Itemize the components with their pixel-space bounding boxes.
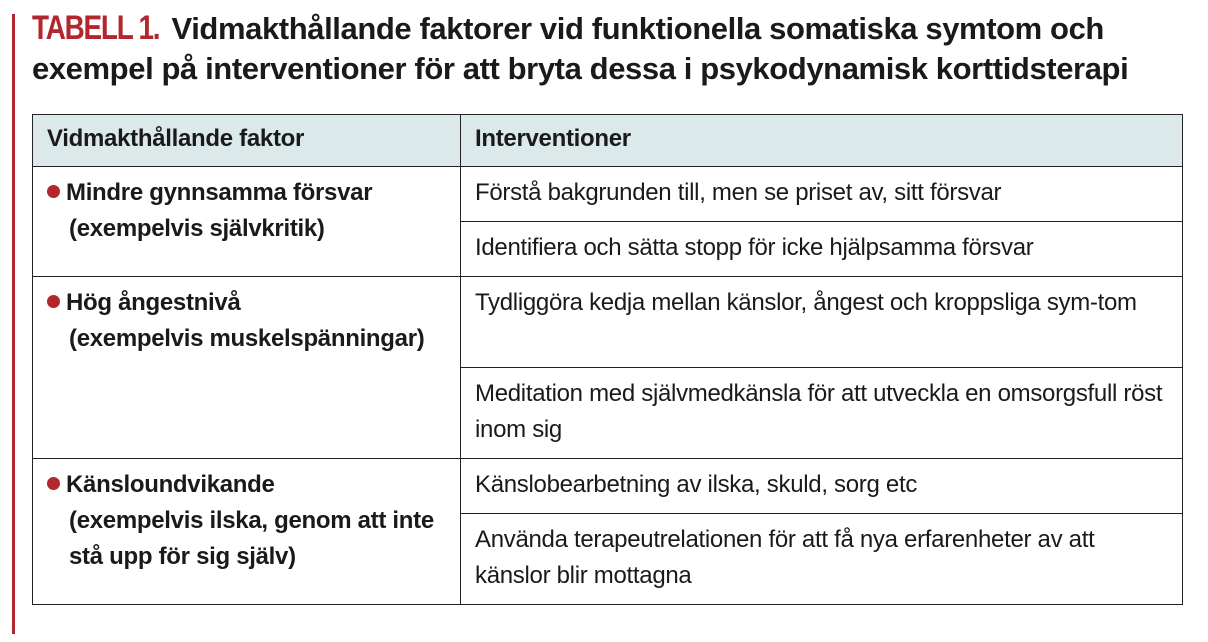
table-tag: TABELL 1. [32,9,160,47]
table-header-row [33,115,1183,167]
header-interventions: Interventioner [461,115,1183,167]
table-title [32,8,1202,89]
bullet-icon [47,477,60,490]
intervention-cell: Förstå bakgrunden till, men se priset av, sitt försvar [461,167,1183,222]
factor-cell [33,277,461,459]
factor-label: Mindre gynnsamma försvar [66,179,373,206]
intervention-cell: Använda terapeutrelationen för att få nya erfarenheter av att känslor blir mottagna [461,514,1183,605]
table-row [33,277,1183,368]
factor-example: (exempelvis självkritik) [69,215,325,242]
factor-label: Hög ångestnivå [66,289,241,316]
table-title-text: Vidmakthållande faktorer vid funktionella somatiska symtom och exempel på interventioner för att bryta dessa i psykodynamisk korttidsterapi [32,11,1129,86]
bullet-icon [47,185,60,198]
interventions-table [32,114,1183,605]
factor-example: (exempelvis ilska, genom att inte stå upp för sig själv) [69,507,434,570]
intervention-cell: Identifiera och sätta stopp för icke hjälpsamma försvar [461,222,1183,277]
bullet-icon [47,295,60,308]
intervention-cell: Känslobearbetning av ilska, skuld, sorg etc [461,459,1183,514]
left-accent-rule [12,14,15,634]
factor-cell [33,167,461,277]
factor-label: Känsloundvikande [66,471,275,498]
intervention-cell: Tydliggöra kedja mellan känslor, ångest och kroppsliga sym-tom [461,277,1183,368]
header-factor: Vidmakthållande faktor [33,115,461,167]
factor-cell [33,459,461,605]
intervention-cell: Meditation med självmedkänsla för att utveckla en omsorgsfull röst inom sig [461,368,1183,459]
table-row [33,167,1183,222]
table-row [33,459,1183,514]
factor-example: (exempelvis muskelspänningar) [69,325,425,352]
